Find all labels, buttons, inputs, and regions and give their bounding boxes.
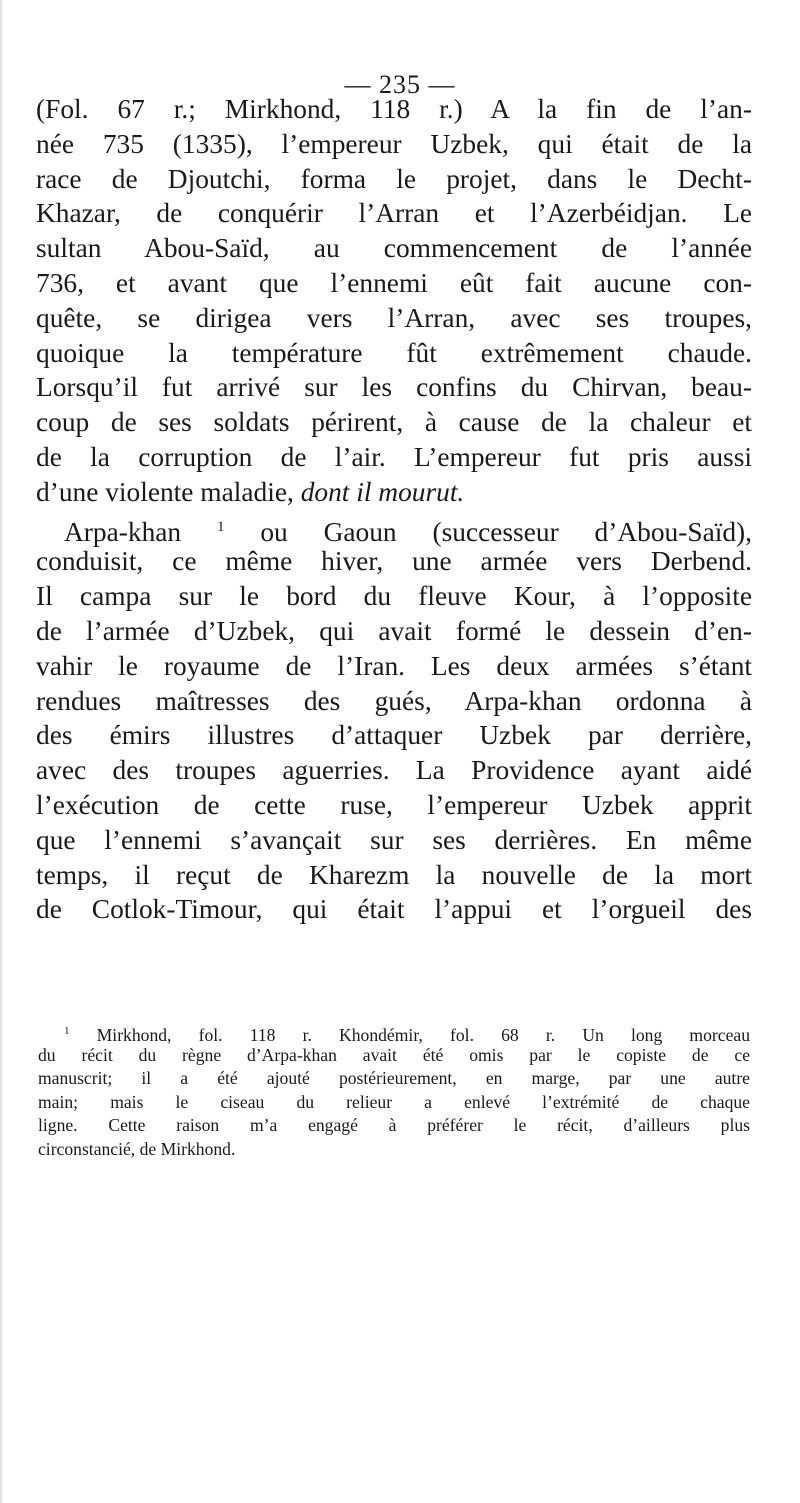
text-span: Mirkhond, fol. 118 r. Khondémir, fol. 68 r. Un long morceau bbox=[69, 1025, 750, 1045]
footnote-marker: 1 bbox=[64, 1025, 70, 1037]
text-line: l’exécution de cette ruse, l’empereur Uzbek apprit bbox=[36, 789, 752, 820]
text-line: de la corruption de l’air. L’empereur fut pris aussi bbox=[36, 441, 752, 472]
text-line: quoique la température fût extrêmement chaude. bbox=[36, 337, 752, 368]
text-line: sultan Abou-Saïd, au commencement de l’année bbox=[36, 233, 752, 264]
text-line: Il campa sur le bord du fleuve Kour, à l’opposite bbox=[36, 581, 752, 612]
footnote bbox=[38, 1020, 750, 1162]
text-line: avec des troupes aguerries. La Providence ayant aidé bbox=[36, 755, 752, 786]
footnote-ref: 1 bbox=[216, 518, 225, 535]
text-line: Lorsqu’il fut arrivé sur les confins du Chirvan, beau- bbox=[36, 372, 752, 403]
text-line: coup de ses soldats périrent, à cause de la chaleur et bbox=[36, 407, 752, 438]
text-span: d’une violente maladie, bbox=[36, 476, 301, 507]
footnote-line: manuscrit; il a été ajouté postérieurement, en marge, par une autre bbox=[38, 1068, 750, 1089]
footnote-line bbox=[38, 1020, 750, 1044]
text-line: race de Djoutchi, forma le projet, dans le Decht- bbox=[36, 163, 752, 194]
text-line: quête, se dirigea vers l’Arran, avec ses troupes, bbox=[36, 302, 752, 333]
text-line: Khazar, de conquérir l’Arran et l’Azerbéidjan. Le bbox=[36, 198, 752, 229]
footnote-line: du récit du règne d’Arpa-khan avait été omis par le copiste de ce bbox=[38, 1044, 750, 1065]
text-span: Arpa-khan bbox=[64, 516, 217, 547]
text-line: conduisit, ce même hiver, une armée vers Derbend. bbox=[36, 546, 752, 577]
text-line: de Cotlok-Timour, qui était l’appui et l’orgueil des bbox=[36, 894, 752, 925]
page-edge-shadow bbox=[0, 0, 3, 1503]
text-span: ou Gaoun (successeur d’Abou-Saïd), bbox=[224, 516, 753, 547]
text-line: 736, et avant que l’ennemi eût fait aucune con- bbox=[36, 267, 752, 298]
footnote-line: main; mais le ciseau du relieur a enlevé l’extrémité de chaque bbox=[38, 1091, 750, 1112]
text-line: que l’ennemi s’avançait sur ses derrières. En même bbox=[36, 824, 752, 855]
text-line: née 735 (1335), l’empereur Uzbek, qui était de la bbox=[36, 128, 752, 159]
text-line: vahir le royaume de l’Iran. Les deux armées s’étant bbox=[36, 650, 752, 681]
page-number: — 235 — bbox=[344, 70, 456, 99]
text-line: (Fol. 67 r.; Mirkhond, 118 r.) A la fin de l’an- bbox=[36, 94, 752, 124]
text-line bbox=[36, 510, 752, 545]
text-line: des émirs illustres d’attaquer Uzbek par derrière, bbox=[36, 720, 752, 751]
italic-text: dont il mourut. bbox=[300, 476, 465, 507]
main-text bbox=[36, 92, 752, 927]
text-line: rendues maîtresses des gués, Arpa-khan ordonna à bbox=[36, 685, 752, 716]
text-line bbox=[36, 475, 752, 510]
text-line: temps, il reçut de Kharezm la nouvelle de la mort bbox=[36, 859, 752, 890]
text-line: de l’armée d’Uzbek, qui avait formé le dessein d’en- bbox=[36, 615, 752, 646]
footnote-line: ligne. Cette raison m’a engagé à préférer le récit, d’ailleurs plus bbox=[38, 1115, 750, 1136]
footnote-line: circonstancié, de Mirkhond. bbox=[38, 1138, 236, 1159]
